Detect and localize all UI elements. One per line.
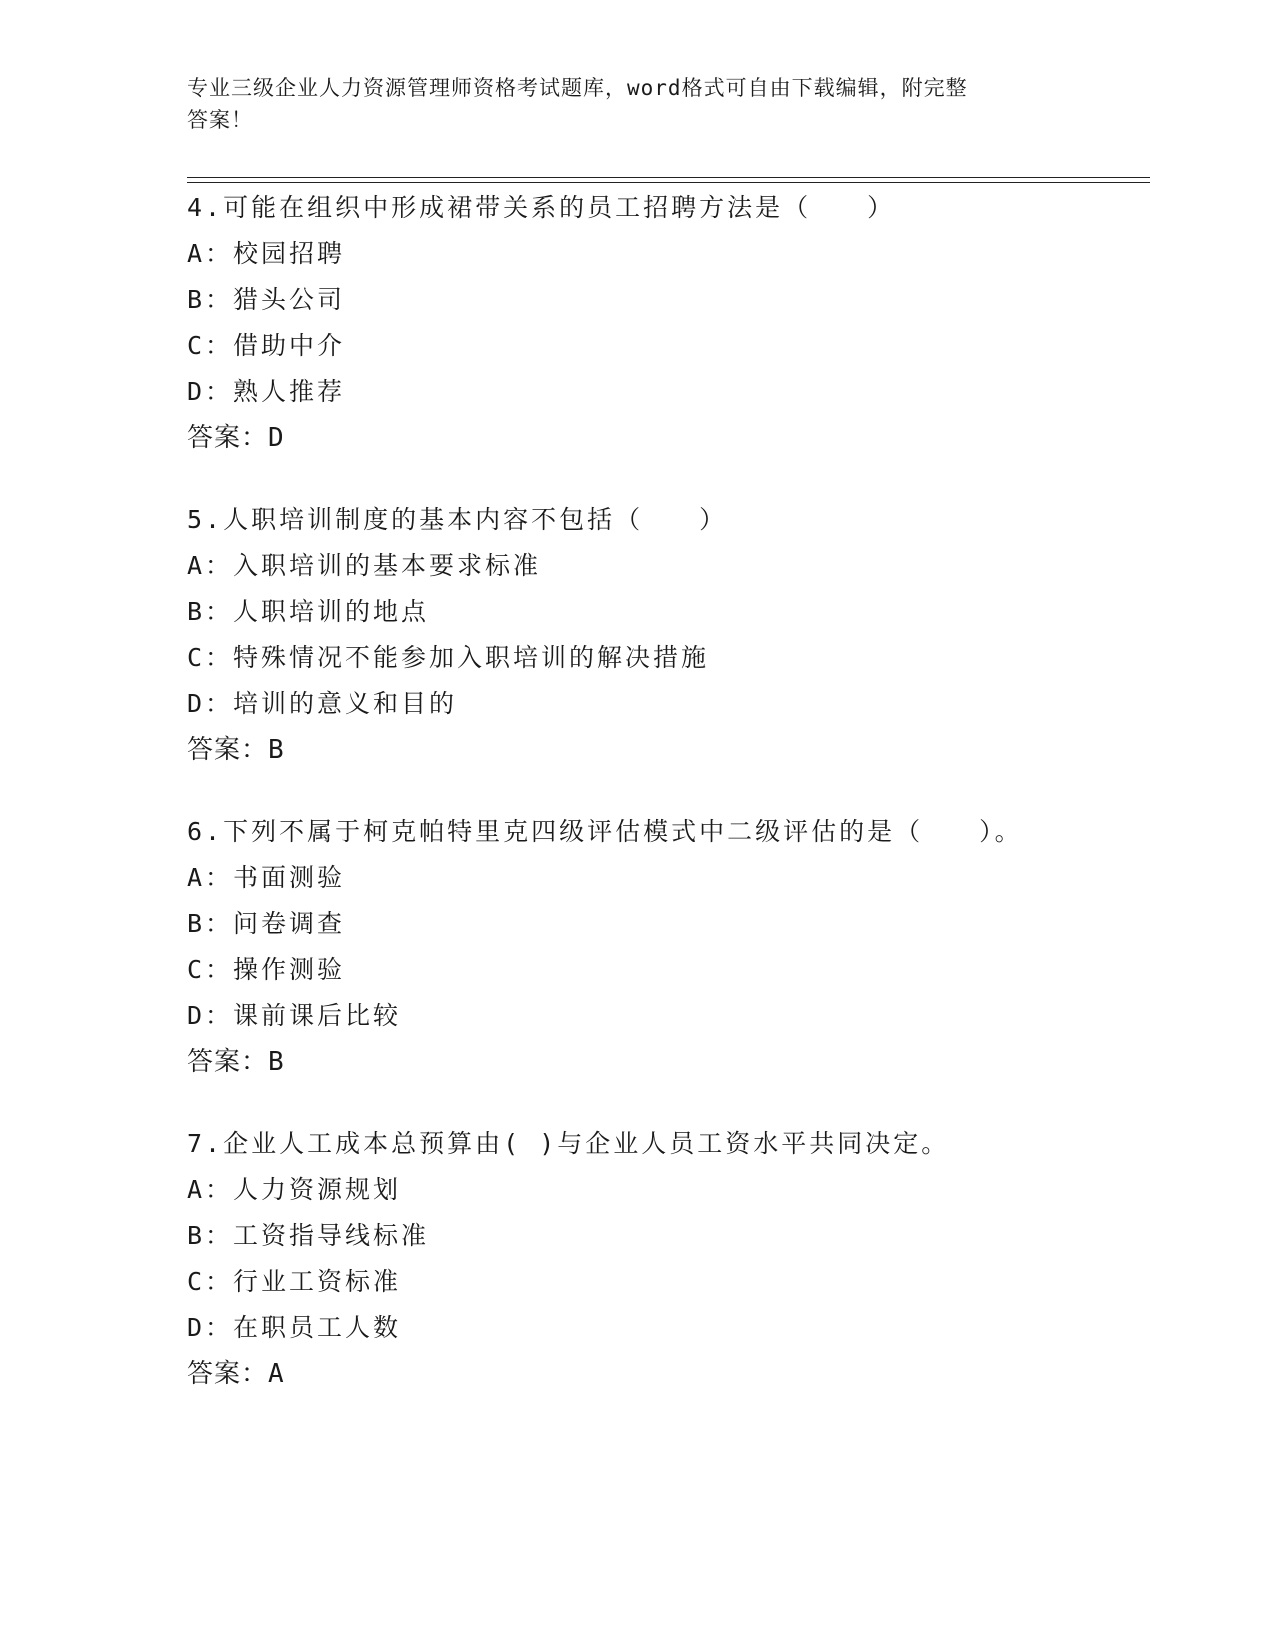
answer-text: 答案：D bbox=[187, 423, 285, 453]
question-stem: 4.可能在组织中形成裙带关系的员工招聘方法是（ ） bbox=[187, 193, 896, 222]
option-d: D：课前课后比较 bbox=[187, 1001, 402, 1030]
option-b: B：人职培训的地点 bbox=[187, 597, 430, 626]
header-divider-bottom bbox=[187, 182, 1150, 183]
option-b: B：工资指导线标准 bbox=[187, 1221, 430, 1250]
option-b: B：猎头公司 bbox=[187, 285, 346, 314]
header-line-1: 专业三级企业人力资源管理师资格考试题库，word格式可自由下载编辑，附完整 bbox=[187, 76, 968, 100]
option-a: A：书面测验 bbox=[187, 863, 346, 892]
option-c: C：特殊情况不能参加入职培训的解决措施 bbox=[187, 643, 710, 672]
option-b: B：问卷调查 bbox=[187, 909, 346, 938]
question-stem: 5.人职培训制度的基本内容不包括（ ） bbox=[187, 505, 728, 534]
question-block bbox=[187, 809, 1137, 1085]
question-stem: 6.下列不属于柯克帕特里克四级评估模式中二级评估的是（ ）。 bbox=[187, 817, 1023, 846]
option-a: A：校园招聘 bbox=[187, 239, 346, 268]
header-divider-top bbox=[187, 177, 1150, 178]
option-c: C：借助中介 bbox=[187, 331, 346, 360]
option-d: D：培训的意义和目的 bbox=[187, 689, 458, 718]
question-block bbox=[187, 1121, 1137, 1397]
answer-text: 答案：B bbox=[187, 1047, 285, 1077]
question-block bbox=[187, 185, 1137, 461]
question-block bbox=[187, 497, 1137, 773]
answer-text: 答案：A bbox=[187, 1359, 285, 1389]
option-d: D：熟人推荐 bbox=[187, 377, 346, 406]
header-line-2: 答案！ bbox=[187, 108, 253, 132]
option-d: D：在职员工人数 bbox=[187, 1313, 402, 1342]
option-c: C：行业工资标准 bbox=[187, 1267, 402, 1296]
option-a: A：入职培训的基本要求标准 bbox=[187, 551, 542, 580]
document-header bbox=[187, 72, 1067, 136]
question-stem: 7.企业人工成本总预算由( )与企业人员工资水平共同决定。 bbox=[187, 1129, 950, 1158]
option-c: C：操作测验 bbox=[187, 955, 346, 984]
option-a: A：人力资源规划 bbox=[187, 1175, 402, 1204]
answer-text: 答案：B bbox=[187, 735, 285, 765]
